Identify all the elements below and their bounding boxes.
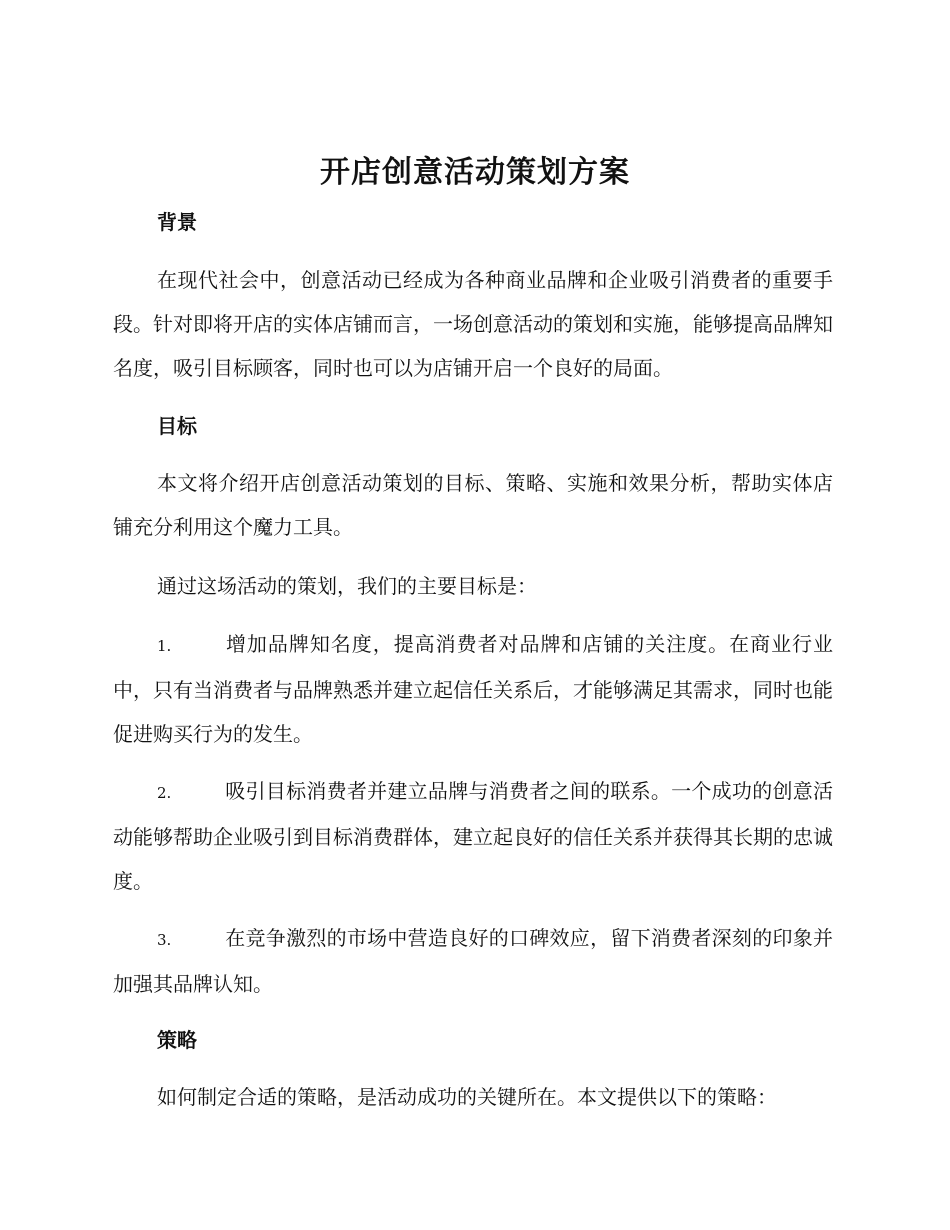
list-item-text: 吸引目标消费者并建立品牌与消费者之间的联系。一个成功的创意活动能够帮助企业吸引到目标消费群体，建立起良好的信任关系并获得其长期的忠诚度。 [113, 779, 833, 893]
goal-list-item-2 [113, 769, 833, 903]
section-heading-background: 背景 [157, 210, 197, 234]
list-number: 3. [157, 931, 172, 949]
list-item-text: 增加品牌知名度，提高消费者对品牌和店铺的关注度。在商业行业中，只有当消费者与品牌熟悉并建立起信任关系后，才能够满足其需求，同时也能促进购买行为的发生。 [113, 632, 833, 746]
section-heading-strategy: 策略 [157, 1028, 197, 1052]
strategy-paragraph: 如何制定合适的策略，是活动成功的关键所在。本文提供以下的策略： [157, 1085, 777, 1109]
document-title: 开店创意活动策划方案 [320, 155, 630, 190]
background-paragraph: 在现代社会中，创意活动已经成为各种商业品牌和企业吸引消费者的重要手段。针对即将开店的实体店铺而言，一场创意活动的策划和实施，能够提高品牌知名度，吸引目标顾客，同时也可以为店铺开启一个良好的局面。 [113, 268, 833, 380]
goals-lead-paragraph: 通过这场活动的策划，我们的主要目标是： [157, 574, 537, 598]
list-item-text: 在竞争激烈的市场中营造良好的口碑效应，留下消费者深刻的印象并加强其品牌认知。 [113, 926, 833, 996]
list-number: 1. [157, 637, 172, 655]
section-heading-goals: 目标 [157, 414, 197, 438]
goal-list-item-3 [113, 916, 833, 1006]
list-number: 2. [157, 784, 172, 802]
goals-intro-paragraph: 本文将介绍开店创意活动策划的目标、策略、实施和效果分析，帮助实体店铺充分利用这个魔力工具。 [113, 471, 833, 539]
goal-list-item-1 [113, 622, 833, 756]
